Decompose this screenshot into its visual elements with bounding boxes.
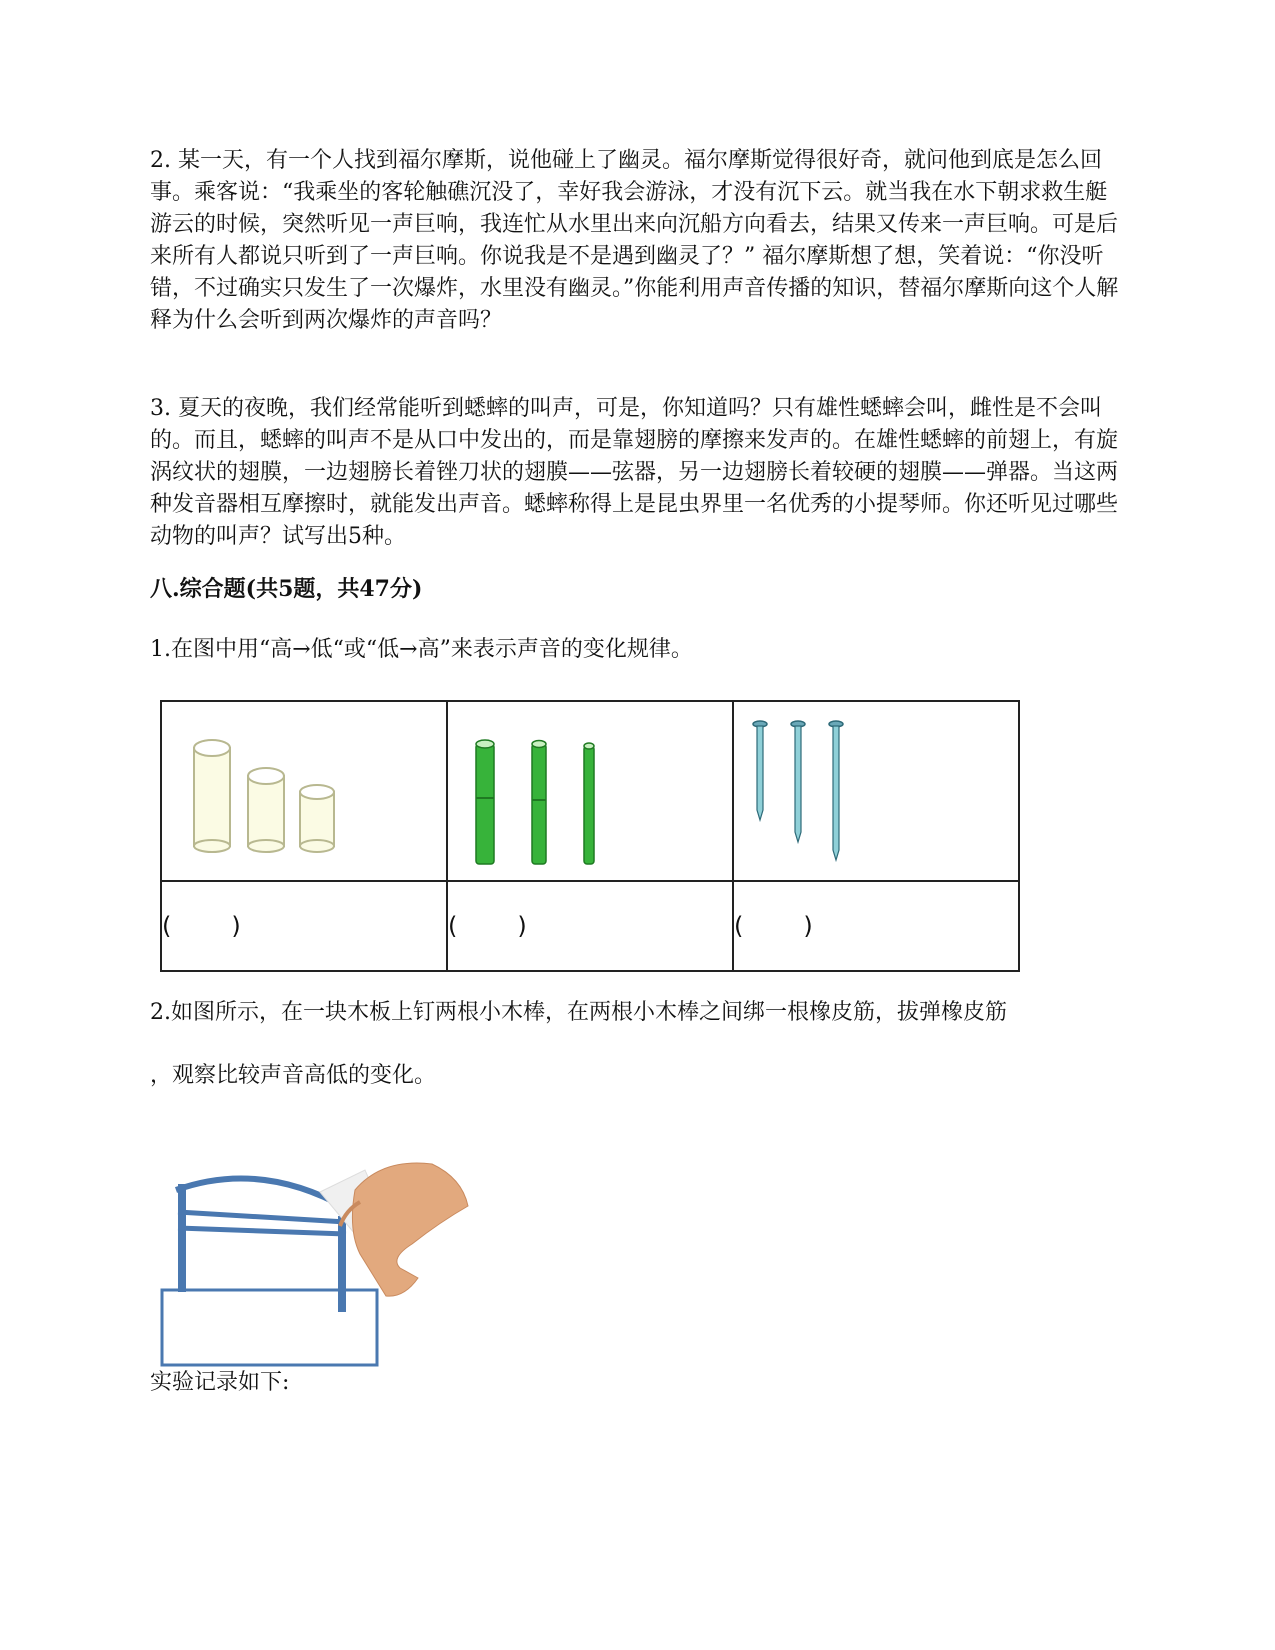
question-3-text: 3. 夏天的夜晚，我们经常能听到蟋蟀的叫声，可是，你知道吗？只有雄性蟋蟀会叫，雌性是不会叫的。而且，蟋蟀的叫声不是从口中发出的，而是靠翅膀的摩擦来发声的。在雄性蟋蟀的前翅上，有旋涡纹状的翅膜，一边翅膀长着锉刀状的翅膜——弦器，另一边翅膀长着较硬的翅膜——弹器。当这两种发音器相互摩擦时，就能发出声音。蟋蟀称得上是昆虫界里一名优秀的小提琴师。你还听见过哪些动物的叫声？试写出5种。: [150, 396, 1119, 549]
nails-illustration: [734, 702, 1020, 880]
answer-nails[interactable]: ( ): [733, 881, 1019, 971]
cup-medium: [248, 768, 284, 852]
cups-illustration: [162, 702, 448, 880]
cup-tall: [194, 740, 230, 852]
bamboo-thick: [476, 740, 494, 864]
cell-nails: [733, 701, 1019, 881]
nail-medium: [791, 721, 805, 842]
cell-cups: [161, 701, 447, 881]
sub-question-2-line-2: ，观察比较声音高低的变化。: [150, 1063, 437, 1088]
question-2-text: 2. 某一天，有一个人找到福尔摩斯，说他碰上了幽灵。福尔摩斯觉得很好奇，就问他到底是怎么回事。乘客说：“我乘坐的客轮触礁沉没了，幸好我会游泳，才没有沉下云。就当我在水下朝求救生艇游云的时候，突然听见一声巨响，我连忙从水里出来向沉船方向看去，结果又传来一声巨响。可是后来所有人都说只听到了一声巨响。你说我是不是遇到幽灵了？” 福尔摩斯想了想，笑着说：“你没听错，不过确实只发生了一次爆炸，水里没有幽灵。”你能利用声音传播的知识，替福尔摩斯向这个人解释为什么会听到两次爆炸的声音吗？: [150, 148, 1119, 333]
answer-bamboo[interactable]: ( ): [447, 881, 733, 971]
bamboo-thin: [584, 743, 594, 864]
nail-long: [829, 721, 843, 860]
pitch-table: [160, 700, 1020, 972]
answer-cups[interactable]: ( ): [161, 881, 447, 971]
bamboo-illustration: [448, 702, 734, 880]
nail-short: [753, 721, 767, 820]
section-heading: 八.综合题(共5题，共47分): [150, 576, 423, 602]
record-label: 实验记录如下:: [150, 1370, 290, 1395]
rubber-band-top: [178, 1212, 346, 1222]
rubber-band-illustration: [150, 1150, 490, 1375]
sub-question-2-line-1: 2.如图所示，在一块木板上钉两根小木棒，在两根小木棒之间绑一根橡皮筋，拔弹橡皮筋: [150, 1000, 1007, 1025]
sub-question-1-text: 1.在图中用“高→低“或“低→高”来表示声音的变化规律。: [150, 637, 693, 662]
rubber-band-bottom: [178, 1228, 346, 1234]
cup-short: [300, 785, 334, 852]
bamboo-medium: [532, 741, 546, 865]
cell-bamboo: [447, 701, 733, 881]
